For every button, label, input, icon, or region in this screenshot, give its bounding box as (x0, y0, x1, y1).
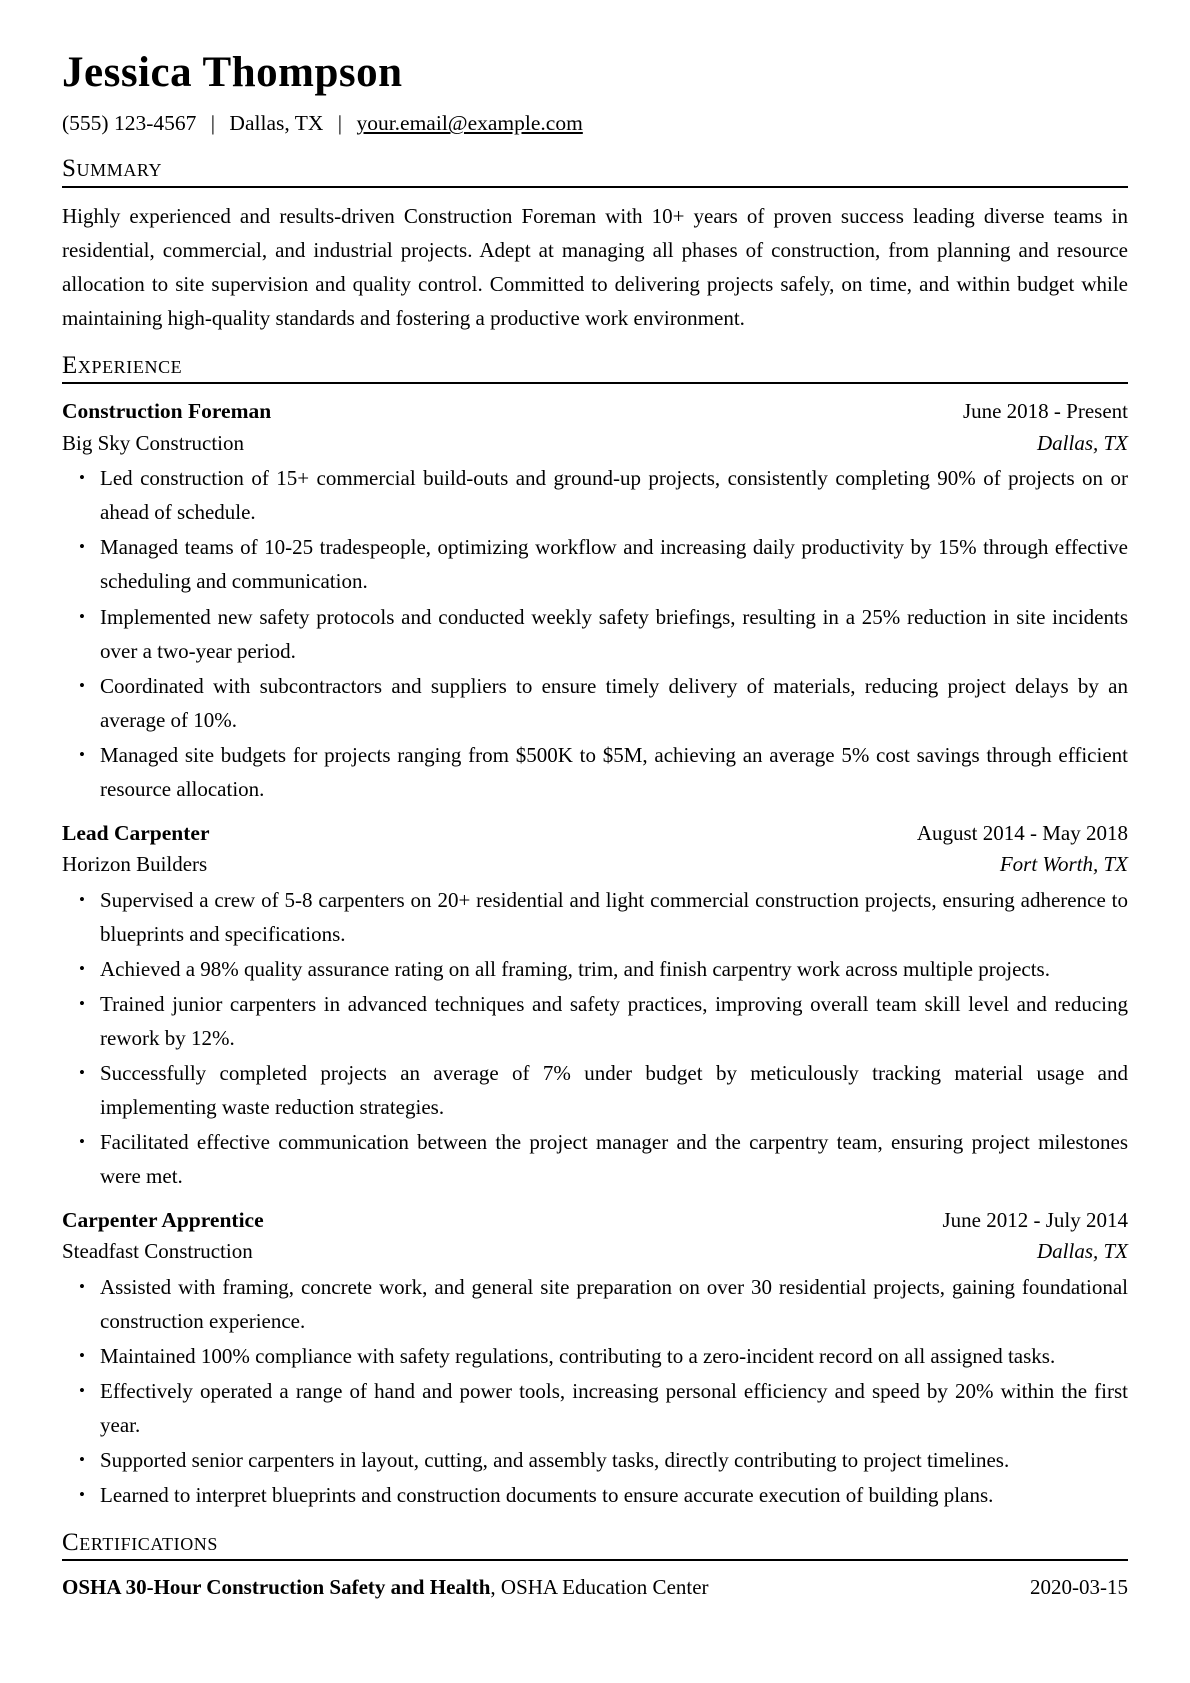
bullet-icon: • (79, 1484, 85, 1504)
list-item (62, 1125, 1128, 1193)
job-title: Carpenter Apprentice (62, 1207, 264, 1232)
list-item (62, 1056, 1128, 1124)
experience-entry (62, 1204, 1128, 1512)
list-item-text: Assisted with framing, concrete work, and general site preparation on over 30 residential projects, gaining foundational construction experience. (100, 1274, 1128, 1333)
list-item (62, 1478, 1128, 1512)
certification-comma: , (490, 1575, 501, 1600)
bullet-icon: • (79, 958, 85, 978)
job-company: Steadfast Construction (62, 1239, 253, 1264)
summary-heading: Summary (62, 155, 163, 183)
list-item-text: Learned to interpret blueprints and construction documents to ensure accurate execution of building plans. (100, 1482, 994, 1507)
list-item (62, 1443, 1128, 1477)
list-item (62, 738, 1128, 806)
list-item (62, 669, 1128, 737)
list-item (62, 952, 1128, 986)
list-item (62, 600, 1128, 668)
experience-entry-title-row (62, 395, 1128, 428)
page-title: Jessica Thompson (62, 49, 403, 96)
certifications-section (62, 1529, 1128, 1604)
experience-rule (62, 382, 1128, 384)
list-item (62, 1374, 1128, 1442)
list-item (62, 461, 1128, 529)
list-item-text: Supported senior carpenters in layout, cutting, and assembly tasks, directly contributing to project timelines. (100, 1447, 1010, 1472)
resume-header (62, 48, 1128, 138)
contact-line (62, 110, 1128, 138)
job-location: Dallas, TX (1036, 1239, 1128, 1264)
contact-separator-1: | (210, 111, 216, 136)
list-item (62, 987, 1128, 1055)
job-bullet-list (62, 883, 1128, 1193)
list-item-text: Led construction of 15+ commercial build-outs and ground-up projects, consistently completing 90% of projects on or ahead of schedule. (100, 466, 1128, 525)
bullet-icon: • (79, 537, 85, 557)
job-company: Horizon Builders (62, 852, 208, 877)
contact-phone: (555) 123-4567 (62, 111, 197, 136)
summary-text: Highly experienced and results-driven Construction Foreman with 10+ years of proven success leading diverse teams in residential, commercial, and industrial projects. Adept at managing all phases of construction, from planning and resource allocation to site supervision and quality control. Committed to delivering projects safely, on time, and within budget while maintaining high-quality standards and fostering a productive work environment. (62, 203, 1128, 330)
job-dates: June 2018 - Present (962, 399, 1128, 424)
bullet-icon: • (79, 468, 85, 488)
bullet-icon: • (79, 1345, 85, 1365)
contact-email-link[interactable]: your.email@example.com (356, 111, 583, 136)
list-item-text: Implemented new safety protocols and conducted weekly safety briefings, resulting in a 25% reduction in site incidents over a two-year period. (100, 604, 1128, 663)
experience-entry-company-row (62, 1236, 1128, 1268)
bullet-icon: • (79, 1276, 85, 1296)
list-item-text: Facilitated effective communication between the project manager and the carpentry team, ensuring project milestones were met. (100, 1129, 1128, 1188)
list-item (62, 883, 1128, 951)
certifications-rule (62, 1559, 1128, 1561)
certifications-heading: Certifications (62, 1528, 218, 1556)
job-location: Dallas, TX (1036, 430, 1128, 455)
list-item-text: Managed teams of 10-25 tradespeople, optimizing workflow and increasing daily productivity by 15% through effective scheduling and communication. (100, 535, 1128, 594)
certification-item (62, 1572, 1128, 1604)
list-item (62, 530, 1128, 598)
experience-entry-title-row (62, 817, 1128, 850)
list-item (62, 1270, 1128, 1338)
bullet-icon: • (79, 993, 85, 1013)
certification-name: OSHA 30-Hour Construction Safety and Health (62, 1575, 491, 1600)
job-bullet-list (62, 461, 1128, 805)
list-item-text: Managed site budgets for projects ranging from $500K to $5M, achieving an average 5% cost savings through efficient resource allocation. (100, 742, 1128, 801)
bullet-icon: • (79, 1062, 85, 1082)
summary-section (62, 155, 1128, 335)
bullet-icon: • (79, 889, 85, 909)
bullet-icon: • (79, 606, 85, 626)
experience-entry-title-row (62, 1204, 1128, 1237)
job-location: Fort Worth, TX (999, 852, 1128, 877)
job-title: Lead Carpenter (62, 820, 210, 845)
experience-entry-company-row (62, 428, 1128, 460)
certification-label (62, 1572, 709, 1604)
list-item-text: Achieved a 98% quality assurance rating on all framing, trim, and finish carpentry work across multiple projects. (100, 956, 1050, 981)
job-dates: August 2014 - May 2018 (916, 820, 1128, 845)
list-item-text: Maintained 100% compliance with safety regulations, contributing to a zero-incident record on all assigned tasks. (100, 1343, 1056, 1368)
job-dates: June 2012 - July 2014 (942, 1207, 1128, 1232)
list-item-text: Successfully completed projects an average of 7% under budget by meticulously tracking material usage and implementing waste reduction strategies. (100, 1060, 1128, 1119)
list-item (62, 1339, 1128, 1373)
certification-date: 2020-03-15 (1030, 1575, 1128, 1600)
list-item-text: Coordinated with subcontractors and suppliers to ensure timely delivery of materials, reducing project delays by an average of 10%. (100, 673, 1128, 732)
list-item-text: Supervised a crew of 5-8 carpenters on 20+ residential and light commercial construction projects, ensuring adherence to blueprints and specifications. (100, 887, 1128, 946)
experience-entry (62, 817, 1128, 1193)
certification-issuer: OSHA Education Center (500, 1575, 709, 1600)
job-title: Construction Foreman (62, 399, 272, 424)
experience-entry-company-row (62, 849, 1128, 881)
job-company: Big Sky Construction (62, 430, 245, 455)
bullet-icon: • (79, 1449, 85, 1469)
summary-rule (62, 186, 1128, 188)
bullet-icon: • (79, 675, 85, 695)
bullet-icon: • (79, 1131, 85, 1151)
experience-heading: Experience (62, 351, 183, 379)
job-bullet-list (62, 1270, 1128, 1512)
list-item-text: Trained junior carpenters in advanced techniques and safety practices, improving overall team skill level and reducing rework by 12%. (100, 991, 1128, 1050)
contact-location: Dallas, TX (229, 111, 324, 136)
bullet-icon: • (79, 744, 85, 764)
list-item-text: Effectively operated a range of hand and power tools, increasing personal efficiency and speed by 20% within the first year. (100, 1378, 1128, 1437)
bullet-icon: • (79, 1380, 85, 1400)
experience-entry (62, 395, 1128, 805)
experience-section (62, 352, 1128, 1512)
contact-separator-2: | (337, 111, 343, 136)
